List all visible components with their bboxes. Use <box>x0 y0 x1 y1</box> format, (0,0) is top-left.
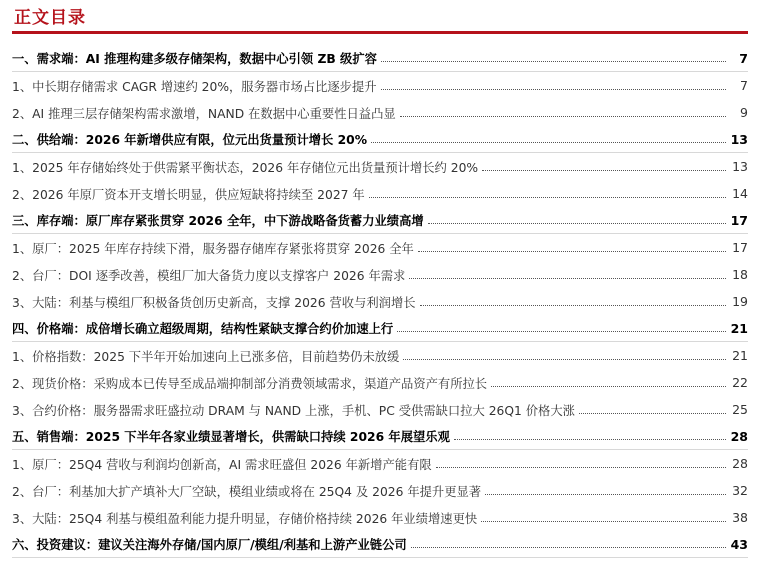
toc-subsection-entry[interactable] <box>12 396 748 423</box>
toc-section-entry[interactable] <box>12 423 748 450</box>
toc-page-number: 28 <box>732 456 748 471</box>
toc-entry-label: 2、台厂：利基加大扩产填补大厂空缺，模组业绩或将在 25Q4 及 2026 年提升更显著 <box>12 484 482 499</box>
toc-dot-leader <box>481 520 726 522</box>
toc-dot-leader <box>369 196 726 198</box>
toc-page-number: 17 <box>732 240 748 255</box>
toc-entry-label: 1、价格指数：2025 下半年开始加速向上已涨多倍，目前趋势仍未放缓 <box>12 349 400 364</box>
toc-section-entry[interactable] <box>12 45 748 72</box>
toc-subsection-entry[interactable] <box>12 477 748 504</box>
toc-subsection-entry[interactable] <box>12 234 748 261</box>
toc-dot-leader <box>420 304 726 306</box>
toc-entry-label: 2、现货价格：采购成本已传导至成品端抑制部分消费领域需求，渠道产品资产有所拉长 <box>12 376 488 391</box>
toc-page-number: 7 <box>739 50 748 66</box>
toc-subsection-entry[interactable] <box>12 342 748 369</box>
toc-dot-leader <box>418 250 726 252</box>
toc-page-number: 9 <box>740 105 748 120</box>
toc-section-entry[interactable] <box>12 531 748 558</box>
toc-subsection-entry[interactable] <box>12 450 748 477</box>
toc-page-number: 13 <box>730 131 748 147</box>
toc-entry-label: 三、库存端：原厂库存紧张贯穿 2026 全年，中下游战略备货蓄力业绩高增 <box>12 214 424 228</box>
toc-page-number: 28 <box>730 428 748 444</box>
toc-entry-label: 3、大陆：利基与模组厂积极备货创历史新高，支撑 2026 营收与利润增长 <box>12 295 416 310</box>
toc-entry-label: 二、供给端：2026 年新增供应有限，位元出货量预计增长 20% <box>12 133 368 147</box>
toc-subsection-entry[interactable] <box>12 504 748 531</box>
toc-page-number: 17 <box>730 212 748 228</box>
toc-dot-leader <box>400 115 726 117</box>
toc-page-number: 18 <box>732 267 748 282</box>
toc-section-entry[interactable] <box>12 315 748 342</box>
toc-entry-label: 3、大陆：25Q4 利基与模组盈利能力提升明显，存储价格持续 2026 年业绩增速更快 <box>12 511 478 526</box>
toc-entry-label: 一、需求端：AI 推理构建多级存储架构，数据中心引领 ZB 级扩容 <box>12 52 377 66</box>
toc-entry-label: 1、原厂：2025 年库存持续下滑，服务器存储库存紧张将贯穿 2026 全年 <box>12 241 414 256</box>
toc-dot-leader <box>381 60 726 62</box>
toc-page-number: 14 <box>732 186 748 201</box>
toc-subsection-entry[interactable] <box>12 72 748 99</box>
toc-dot-leader <box>579 412 726 414</box>
toc-subsection-entry[interactable] <box>12 288 748 315</box>
toc-dot-leader <box>409 277 726 279</box>
toc-subsection-entry[interactable] <box>12 261 748 288</box>
page-title: 正文目录 <box>14 8 86 28</box>
toc-entry-label: 六、投资建议：建议关注海外存储/国内原厂/模组/利基和上游产业链公司 <box>12 538 407 552</box>
toc-dot-leader <box>436 466 726 468</box>
toc-page-number: 21 <box>732 348 748 363</box>
toc-subsection-entry[interactable] <box>12 99 748 126</box>
toc-page-number: 43 <box>730 536 748 552</box>
toc-entry-label: 五、销售端：2025 下半年各家业绩显著增长，供需缺口持续 2026 年展望乐观 <box>12 430 450 444</box>
toc-dot-leader <box>381 88 726 90</box>
toc-subsection-entry[interactable] <box>12 369 748 396</box>
toc-dot-leader <box>371 141 726 143</box>
toc-subsection-entry[interactable] <box>12 153 748 180</box>
toc-page-number: 25 <box>732 402 748 417</box>
toc-dot-leader <box>397 330 726 332</box>
toc-page-number: 19 <box>732 294 748 309</box>
toc-page-number: 7 <box>740 78 748 93</box>
toc-page-number: 13 <box>732 159 748 174</box>
toc-dot-leader <box>482 169 726 171</box>
toc-entry-label: 1、2025 年存储始终处于供需紧平衡状态，2026 年存储位元出货量预计增长约 20% <box>12 160 479 175</box>
toc-page-number: 21 <box>730 320 748 336</box>
toc-entry-label: 四、价格端：成倍增长确立超级周期，结构性紧缺支撑合约价加速上行 <box>12 322 394 336</box>
toc-dot-leader <box>428 222 726 224</box>
toc-section-entry[interactable] <box>12 207 748 234</box>
toc-entry-label: 1、原厂：25Q4 营收与利润均创新高，AI 需求旺盛但 2026 年新增产能有限 <box>12 457 432 472</box>
toc-dot-leader <box>411 546 726 548</box>
toc-entry-label: 2、AI 推理三层存储架构需求激增，NAND 在数据中心重要性日益凸显 <box>12 106 396 121</box>
toc-dot-leader <box>491 385 726 387</box>
table-of-contents <box>12 45 748 558</box>
toc-entry-label: 1、中长期存储需求 CAGR 增速约 20%，服务器市场占比逐步提升 <box>12 79 377 94</box>
toc-entry-label: 3、合约价格：服务器需求旺盛拉动 DRAM 与 NAND 上涨，手机、PC 受供需缺口拉大 26Q1 价格大涨 <box>12 403 575 418</box>
toc-dot-leader <box>403 358 726 360</box>
toc-page-number: 22 <box>732 375 748 390</box>
toc-dot-leader <box>454 438 726 440</box>
title-bar <box>12 0 748 34</box>
toc-entry-label: 2、2026 年原厂资本开支增长明显，供应短缺将持续至 2027 年 <box>12 187 365 202</box>
toc-page-number: 38 <box>732 510 748 525</box>
toc-subsection-entry[interactable] <box>12 180 748 207</box>
toc-dot-leader <box>485 493 726 495</box>
toc-page-number: 32 <box>732 483 748 498</box>
toc-section-entry[interactable] <box>12 126 748 153</box>
toc-entry-label: 2、台厂：DOI 逐季改善，模组厂加大备货力度以支撑客户 2026 年需求 <box>12 268 406 283</box>
